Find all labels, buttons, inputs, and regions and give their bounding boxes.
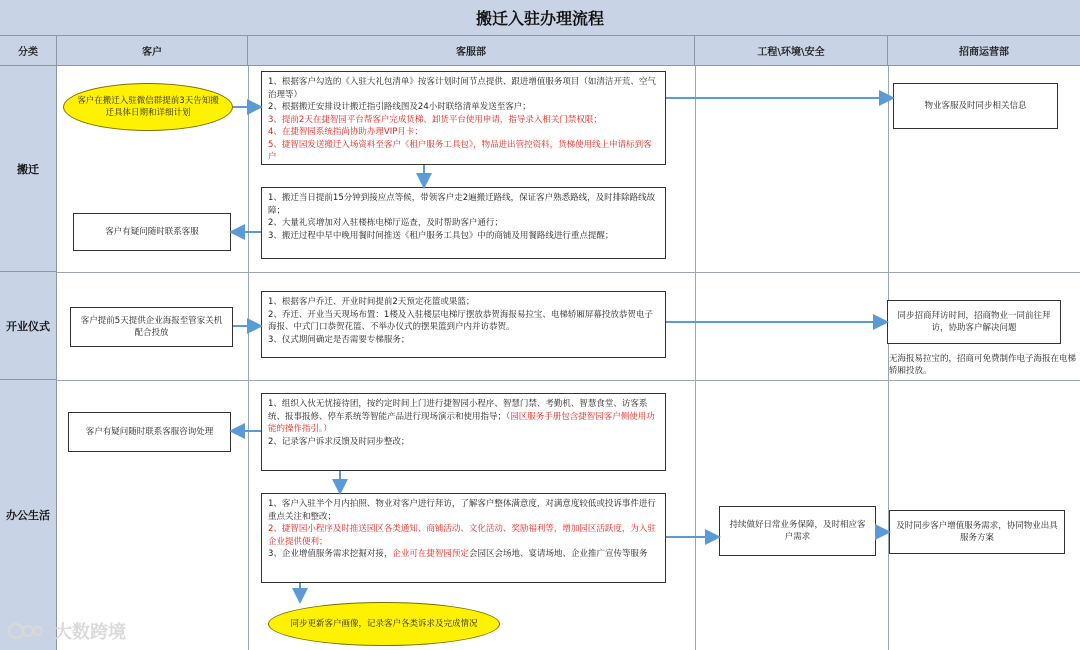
service-item: 3、提前2天在捷智园平台帮客户完成货梯、卸货平台使用申请，指导录入相关门禁权限；: [268, 114, 602, 125]
page-title: 搬迁入驻办理流程: [0, 0, 1080, 36]
watermark-text: 大数跨境: [54, 622, 126, 643]
service-item: 2、根据搬迁安排设计搬迁指引路线图及24小时联络清单发送至客户；: [268, 102, 531, 112]
service-item: 2、乔迁、开业当天现场布置：1楼及入驻楼层电梯厅摆放恭贺海报易拉宝、电梯轿厢屏幕投放恭贺电子海报、中式门口恭贺花篮、不举办仪式的摆果篮到户内并访恭贺。: [268, 309, 653, 332]
customer-notice-oval: 客户在搬迁入驻微信群提前3天告知搬迁具体日期和详细计划: [63, 83, 233, 131]
row-label-banqian: 搬迁: [0, 66, 57, 272]
merchant-sync-box: 物业客服及时同步相关信息: [893, 83, 1058, 129]
row-label-kaiye: 开业仪式: [0, 272, 57, 380]
merchant-service-box: 及时同步客户增值服务需求，协同物业出具服务方案: [889, 510, 1065, 554]
service-item: 1、搬迁当日提前15分钟到接应点等候，带领客户走2遍搬迁路线，保证客户熟悉路线，及时排除路线故障；: [268, 193, 656, 216]
service-item: 2、大量礼宾增加对入驻楼栋电梯厅巡查，及时帮助客户通行；: [268, 218, 503, 228]
customer-consult-box: 客户有疑问随时联系客服咨询处理: [68, 412, 231, 452]
merchant-visit-box: 同步招商拜访时间，招商物业一同前往拜访，协助客户解决问题: [887, 300, 1061, 344]
customer-contact-box: 客户有疑问随时联系客服: [73, 213, 231, 251]
merchant-note: 无海报易拉宝的，招商可免费制作电子海报在电梯轿厢投放。: [889, 354, 1077, 376]
service-item: 2、记录客户诉求反馈及时同步整改；: [268, 436, 410, 447]
service-item: 3、仪式期间确定是否需要专梯服务；: [268, 334, 410, 345]
col-header-customer: 客户: [57, 36, 248, 66]
service-item: 1、根据客户乔迁、开业时间提前2天预定花篮或果篮；: [268, 297, 475, 307]
customer-poster-box: 客户提前5天提供企业海报至管家关机配合投放: [70, 307, 233, 347]
col-header-category: 分类: [0, 36, 57, 66]
col-header-engineering: 工程\环境\安全: [695, 36, 888, 66]
service-item: 3、企业增值服务需求挖掘对接，企业可在捷智园预定会园区会场地、宴请场地、企业推广宣传等服务: [268, 549, 648, 559]
profile-update-oval: 同步更新客户画像，记录客户各类诉求及完成情况: [268, 602, 500, 646]
service-item: 4、在捷智园系统指尚协助办理VIP月卡；: [268, 127, 423, 137]
service-item: 1、客户入驻半个月内拍照、物业对客户进行拜访，了解客户整体满意度，对满意度较低或投诉事件进行重点关注和整改；: [268, 499, 656, 522]
service-item: 1、组织入伙无忧接待团，按约定时间上门进行捷智园小程序、智慧门禁、考勤机、智慧食堂、访客系统、报事报修、停车系统等智能产品进行现场演示和使用指导；（园区服务手册包含捷智园客户侧使用功能的操作指引。）: [268, 399, 655, 434]
service-item: 3、搬迁过程中早中晚用餐时间推送《租户服务工具包》中的商铺及用餐路线进行重点提醒；: [268, 230, 614, 241]
service-item: 5、捷智园发送搬迁入场资料至客户《租户服务工具包》，物品进出管控资料，货梯使用线上申请标到客户: [268, 139, 652, 162]
engineering-support-box: 持续做好日常业务保障，及时相应客户需求: [719, 506, 876, 556]
service-item: 1、根据客户勾选的《入驻大礼包清单》按客计划时间节点提供、跟进增值服务项目（如清洁开荒、空气治理等）: [268, 77, 656, 100]
row-label-bangong: 办公生活: [0, 380, 57, 650]
col-header-service: 客服部: [248, 36, 695, 66]
service-item: 2、捷智园小程序及时推送园区各类通知、商铺活动、文化活动、奖励福利等，增加园区活跃度，为入驻企业提供便利；: [268, 524, 656, 547]
col-header-merchant: 招商运营部: [888, 36, 1080, 66]
